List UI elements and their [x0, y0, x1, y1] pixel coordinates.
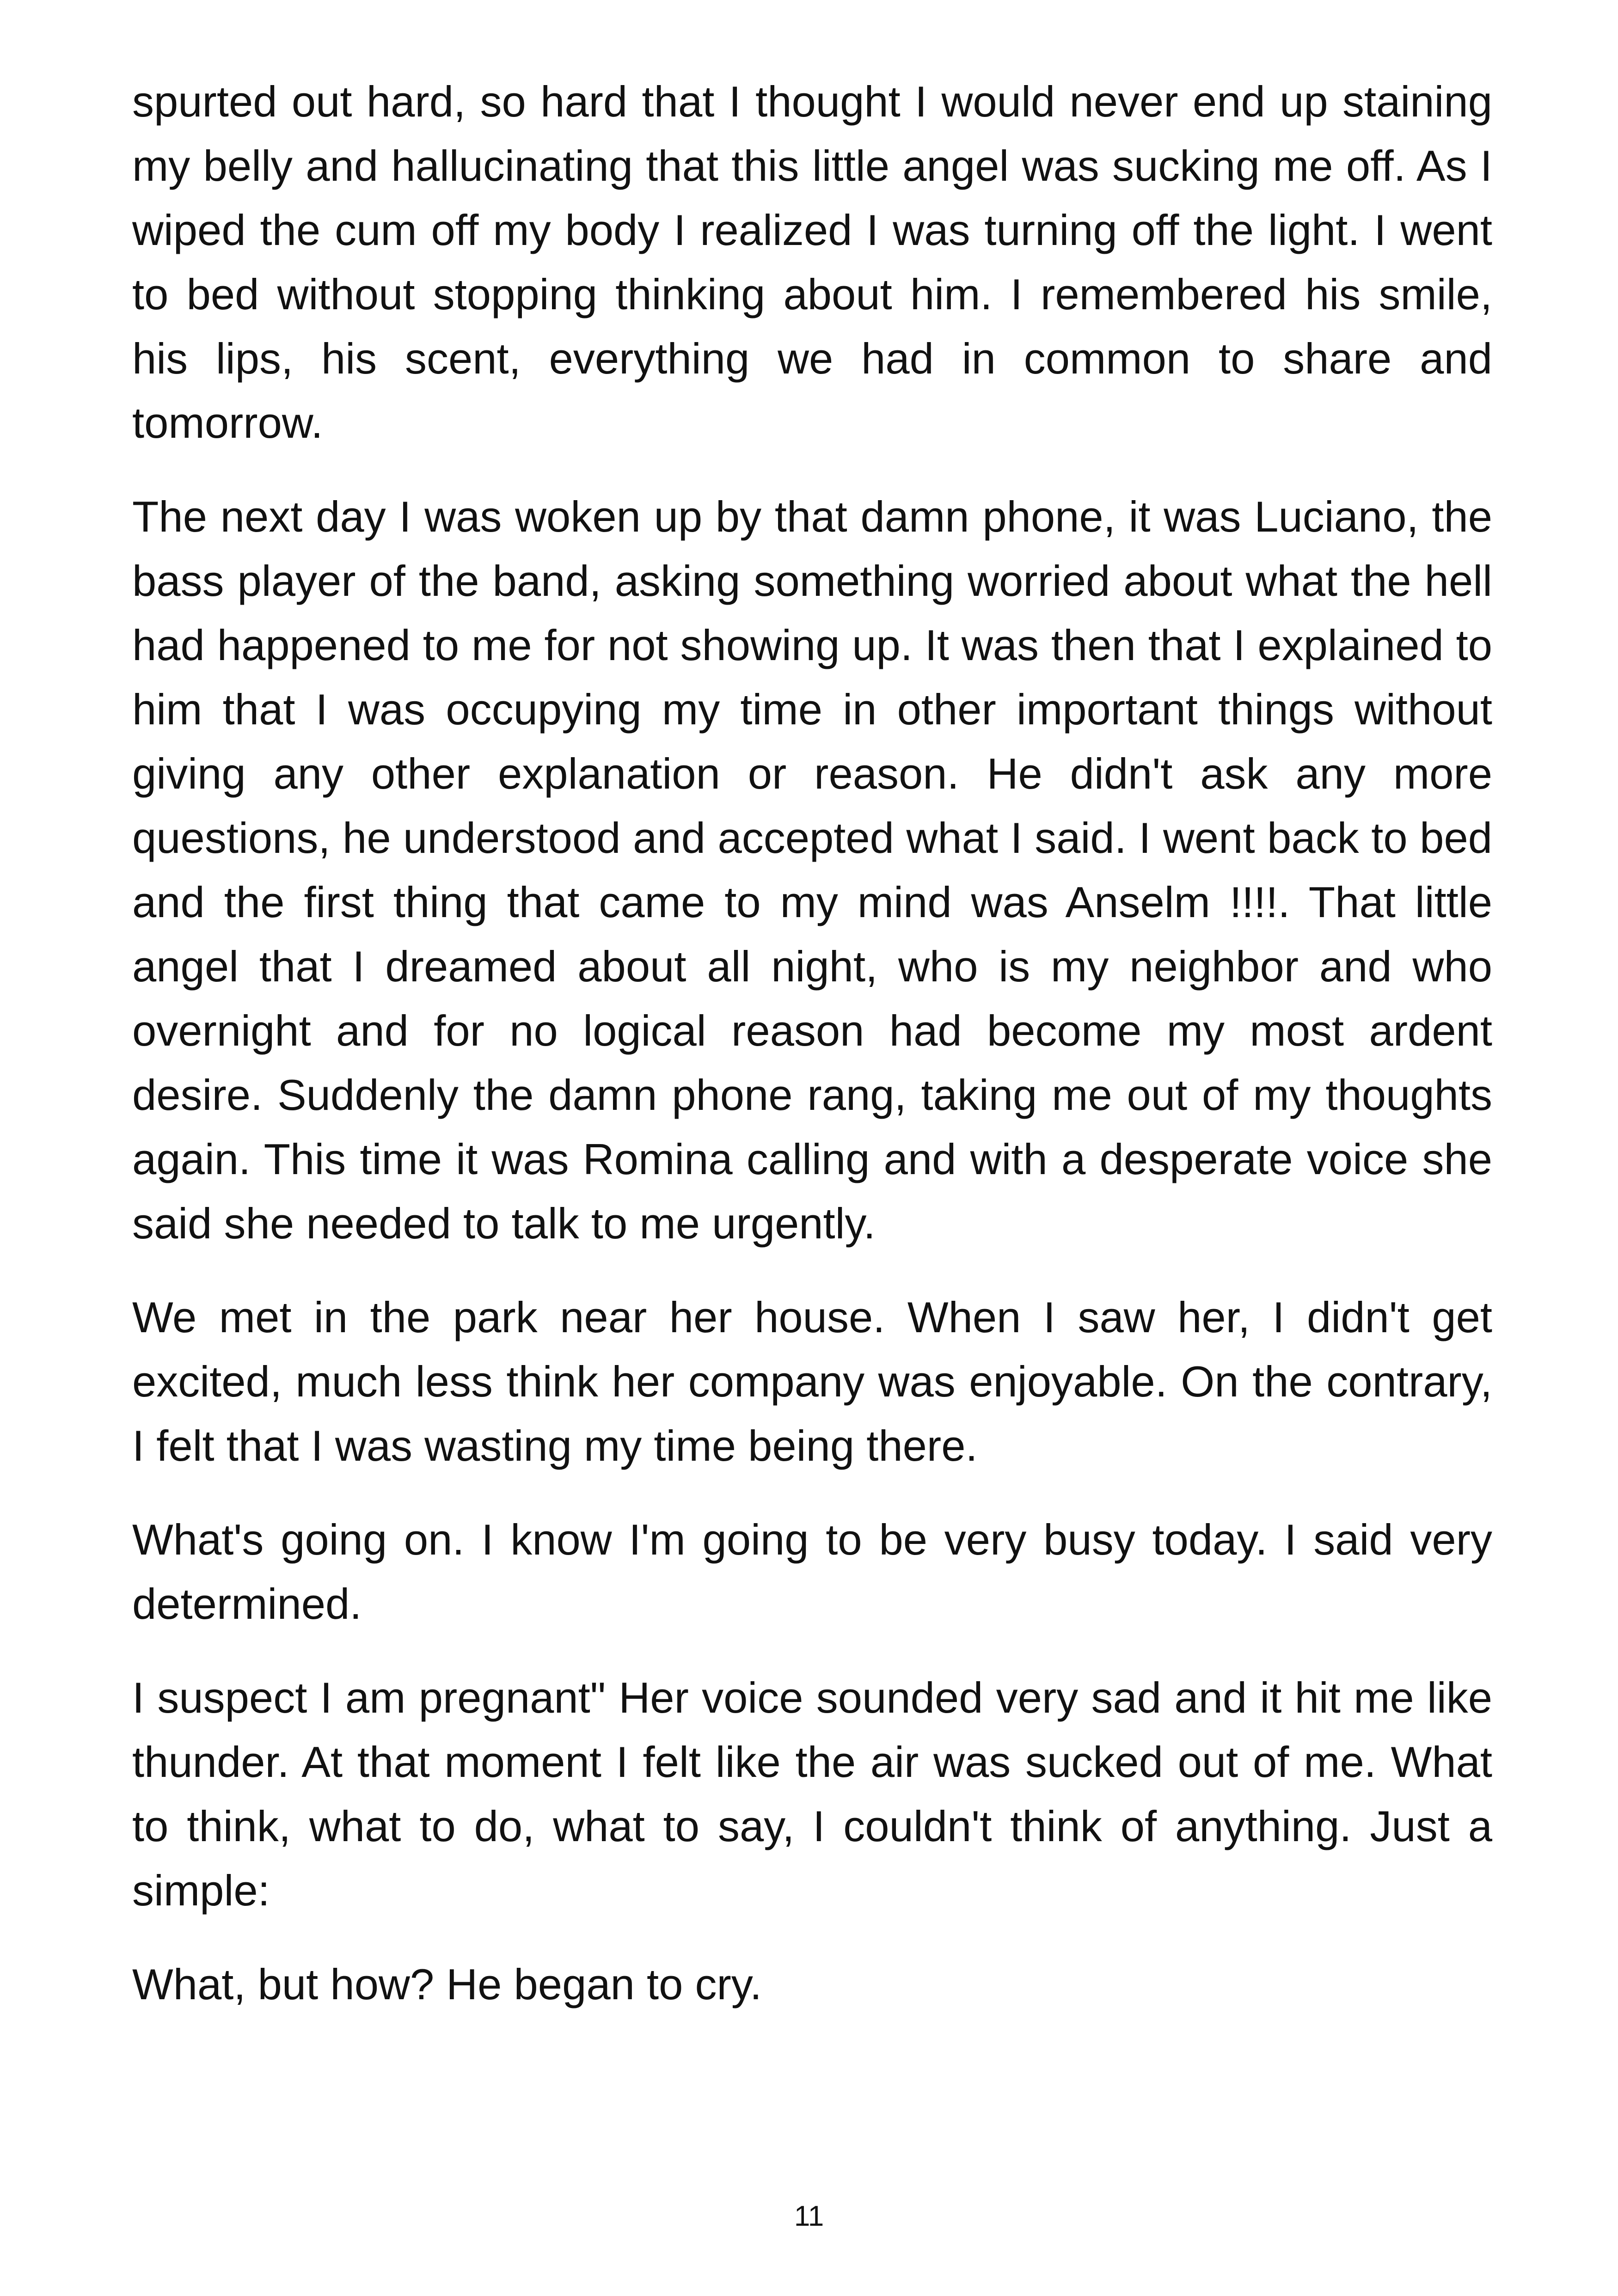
page-number: 11 — [794, 2200, 824, 2232]
paragraph-2: The next day I was woken up by that damn phone, it was Luciano, the bass player of the band, asking something worried about what the hell had happened to me for not showing up. It was then that I explained to him that I was occupying my time in other important things without giving any other explanation or reason. He didn't ask any more questions, he understood and accepted what I said. I went back to bed and the first thing that came to my mind was Anselm !!!!. That little angel that I dreamed about all night, who is my neighbor and who overnight and for no logical reason had become my most ardent desire. Suddenly the damn phone rang, taking me out of my thoughts again. This time it was Romina calling and with a desperate voice she said she needed to talk to me urgently. — [132, 492, 1492, 1248]
paragraph-6: What, but how? He began to cry. — [132, 1960, 762, 2008]
body-text — [132, 69, 1492, 2016]
paragraph-4: What's going on. I know I'm going to be very busy today. I said very determined. — [132, 1515, 1492, 1628]
paragraph-1: spurted out hard, so hard that I thought I would never end up staining my belly and hallucinating that this little angel was sucking me off. As I wiped the cum off my body I realized I was turning off the light. I went to bed without stopping thinking about him. I remembered his smile, his lips, his scent, everything we had in common to share and tomorrow. — [132, 77, 1492, 447]
paragraph-3: We met in the park near her house. When I saw her, I didn't get excited, much less think her company was enjoyable. On the contrary, I felt that I was wasting my time being there. — [132, 1293, 1492, 1470]
paragraph-5: I suspect I am pregnant" Her voice sounded very sad and it hit me like thunder. At that moment I felt like the air was sucked out of me. What to think, what to do, what to say, I couldn't think of anything. Just a simple: — [132, 1673, 1492, 1915]
